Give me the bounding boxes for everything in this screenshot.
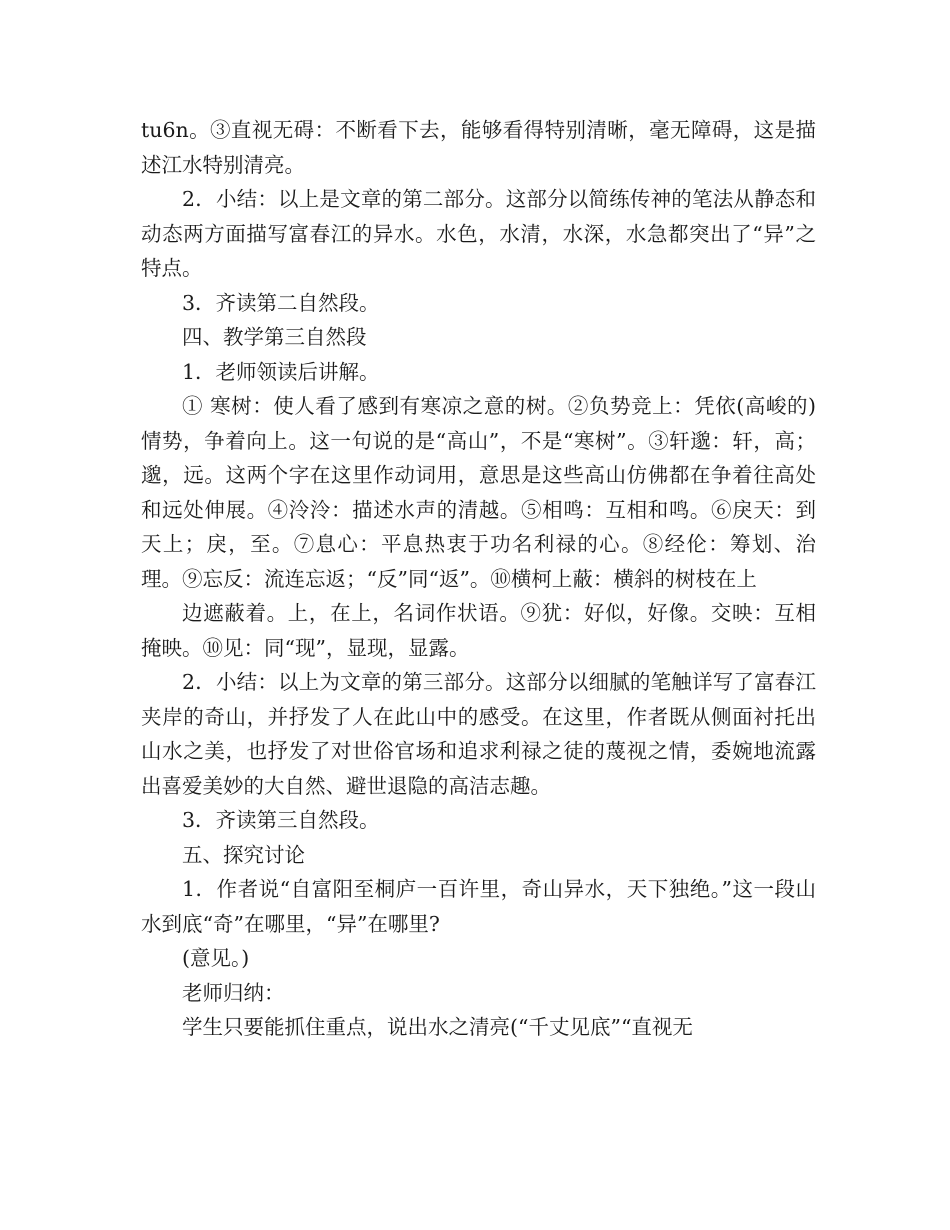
- document-page: [141, 113, 816, 1045]
- paragraph-opinion: (意见。): [182, 946, 250, 970]
- section-heading-four: 四、教学第三自然段: [182, 325, 367, 349]
- paragraph-vocabulary-continued: 边遮蔽着。上，在上，名词作状语。⑨犹：好似，好像。交映：互相掩映。⑩见：同“现”，显现，显露。: [141, 601, 816, 660]
- paragraph-summary-part-three: 2．小结：以上为文章的第三部分。这部分以细腻的笔触详写了富春江夹岸的奇山，并抒发了人在此山中的感受。在这里，作者既从侧面衬托出山水之美，也抒发了对世俗官场和追求利禄之徒的蔑视之情，委婉地流露出喜爱美妙的大自然、避世退隐的高洁志趣。: [141, 670, 816, 798]
- paragraph-summary-part-two: 2．小结：以上是文章的第二部分。这部分以简练传神的笔法从静态和动态两方面描写富春江的异水。水色，水清，水深，水急都突出了“异”之特点。: [141, 187, 816, 280]
- paragraph-student-answer: 学生只要能抓住重点，说出水之清亮(“千丈见底”“直视无: [182, 1015, 693, 1039]
- section-heading-five: 五、探究讨论: [182, 842, 305, 867]
- paragraph-teacher-reads: 1．老师领读后讲解。: [182, 359, 380, 384]
- paragraph-read-second: 3．齐读第二自然段。: [182, 290, 380, 315]
- paragraph-teacher-summary: 老师归纳：: [182, 980, 285, 1005]
- paragraph-read-third: 3．齐读第三自然段。: [182, 808, 380, 832]
- paragraph-vocabulary: ① 寒树：使人看了感到有寒凉之意的树。②负势竞上：凭依(高峻的)情势，争着向上。这一句说的是“高山”，不是“寒树”。③轩邈：轩，高；邈，远。这两个字在这里作动词用，意思是这些高山仿佛都在争着往高处和远处伸展。④泠泠：描述水声的清越。⑤相鸣：互相和鸣。⑥戾天：到天上；戾，至。⑦息心：平息热衷于功名利禄的心。⑧经伦：筹划、治理。⑨忘反：流连忘返；“反”同“返”。⑩横柯上蔽：横斜的树枝在上: [141, 394, 816, 591]
- paragraph-continuation: tu6n。③直视无碍：不断看下去，能够看得特别清晰，毫无障碍，这是描述江水特别清亮。: [141, 118, 816, 177]
- paragraph-question: 1．作者说“自富阳至桐庐一百许里，奇山异水，天下独绝。”这一段山水到底“奇”在哪里，“异”在哪里?: [141, 877, 816, 936]
